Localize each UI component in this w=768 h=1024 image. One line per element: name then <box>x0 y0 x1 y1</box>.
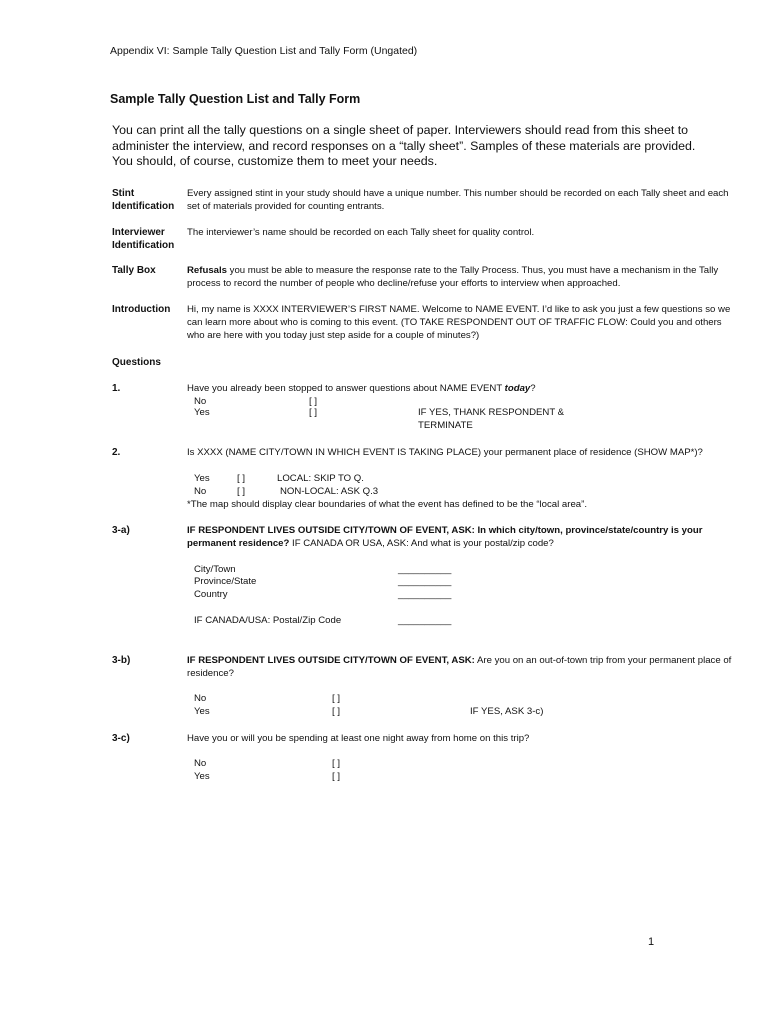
q1-checkbox-no[interactable]: [ ] <box>309 396 317 407</box>
interviewer-text <box>187 226 727 239</box>
interviewer-text-line: The interviewer’s name should be recorded on each Tally sheet for quality control. <box>187 227 535 238</box>
stint-label-line: Stint <box>112 188 135 199</box>
q3a-number: 3-a) <box>112 525 130 536</box>
q3a-text-line: IF RESPONDENT LIVES OUTSIDE CITY/TOWN OF EVENT, ASK: In which city/town, province/state/country is your <box>187 525 703 536</box>
q3c-option-yes: Yes <box>194 771 210 782</box>
q3b-note: IF YES, ASK 3-c) <box>470 706 544 717</box>
q2-footnote: *The map should display clear boundaries of what the event has defined to be the “local area”. <box>187 499 587 510</box>
tally-box-line-rest: you must be able to measure the response rate to the Tally Process. Thus, you must have a mechanism in the Tally <box>227 265 719 276</box>
q2-text: Is XXXX (NAME CITY/TOWN IN WHICH EVENT IS TAKING PLACE) your permanent place of residence (SHOW MAP*)? <box>187 447 703 458</box>
refusals-term: Refusals <box>187 265 227 276</box>
q2-yes-note: LOCAL: SKIP TO Q. <box>277 473 364 484</box>
q3c-text: Have you or will you be spending at least one night away from home on this trip? <box>187 733 530 744</box>
page-number: 1 <box>648 936 655 948</box>
introduction-line: can learn more about who is coming to this event. (TO TAKE RESPONDENT OUT OF TRAFFIC FLOW: Could you and others <box>187 317 722 328</box>
introduction-label: Introduction <box>112 304 171 315</box>
q1-text-post: ? <box>530 383 536 394</box>
q1-text-pre: Have you already been stopped to answer questions about NAME EVENT <box>187 383 505 394</box>
stint-text <box>187 187 727 213</box>
q3b-option-no: No <box>194 693 207 704</box>
interviewer-label <box>112 226 174 252</box>
q1-option-yes: Yes <box>194 407 210 418</box>
q3b-number: 3-b) <box>112 655 131 666</box>
introduction-line: who are here with you today just step aside for a couple of minutes?) <box>187 330 480 341</box>
stint-label <box>112 187 174 213</box>
q3b-text-line: residence? <box>187 668 234 679</box>
stint-text-line: set of materials provided for counting entrants. <box>187 201 385 212</box>
q3c-number: 3-c) <box>112 733 130 744</box>
interviewer-label-line: Identification <box>112 240 175 251</box>
q3a-bold-phrase: permanent residence? <box>187 538 290 549</box>
q2-checkbox-yes[interactable]: [ ] <box>237 473 245 484</box>
page-header: Appendix VI: Sample Tally Question List and Tally Form (Ungated) <box>110 45 418 57</box>
q3c-checkbox-yes[interactable]: [ ] <box>332 771 340 782</box>
q3b-text-rest: Are you on an out-of-town trip from your permanent place of <box>474 655 732 666</box>
intro-paragraph <box>112 123 696 170</box>
tally-box-text <box>187 264 727 290</box>
field-blank-country[interactable]: __________ <box>398 589 452 600</box>
q2-checkbox-no[interactable]: [ ] <box>237 486 245 497</box>
stint-text-line: Every assigned stint in your study should have a unique number. This number should be recorded on each Tally sheet and each <box>187 188 729 199</box>
q3b-bold-phrase: IF RESPONDENT LIVES OUTSIDE CITY/TOWN OF EVENT, ASK: <box>187 655 475 666</box>
q1-text <box>187 382 536 395</box>
q2-option-yes: Yes <box>194 473 210 484</box>
field-label-province: Province/State <box>194 576 257 587</box>
q3a-text-rest: IF CANADA OR USA, ASK: And what is your postal/zip code? <box>289 538 554 549</box>
q3c-checkbox-no[interactable]: [ ] <box>332 758 340 769</box>
tally-box-label: Tally Box <box>112 265 156 276</box>
field-blank-postal[interactable]: __________ <box>398 615 452 626</box>
interviewer-label-line: Interviewer <box>112 227 165 238</box>
tally-box-line <box>187 264 727 277</box>
q3b-checkbox-no[interactable]: [ ] <box>332 693 340 704</box>
q1-option-no: No <box>194 396 207 407</box>
q2-no-note: NON-LOCAL: ASK Q.3 <box>280 486 379 497</box>
introduction-line: Hi, my name is XXXX INTERVIEWER’S FIRST NAME. Welcome to NAME EVENT. I’d like to ask you just a few questions so we <box>187 304 731 315</box>
field-label-postal: IF CANADA/USA: Postal/Zip Code <box>194 615 342 626</box>
intro-line: You should, of course, customize them to meet your needs. <box>112 154 438 168</box>
intro-line: You can print all the tally questions on a single sheet of paper. Interviewers should read from this sheet to <box>112 123 689 137</box>
q2-number: 2. <box>112 447 121 458</box>
questions-heading: Questions <box>112 357 161 368</box>
q1-checkbox-yes[interactable]: [ ] <box>309 407 317 418</box>
q3b-text-line <box>187 654 731 667</box>
q3b-option-yes: Yes <box>194 706 210 717</box>
introduction-text <box>187 303 731 342</box>
field-blank-province[interactable]: __________ <box>398 576 452 587</box>
field-label-country: Country <box>194 589 228 600</box>
q1-note: TERMINATE <box>418 420 473 431</box>
q1-number: 1. <box>112 383 121 394</box>
q1-note: IF YES, THANK RESPONDENT & <box>418 407 565 418</box>
q3b-checkbox-yes[interactable]: [ ] <box>332 706 340 717</box>
q3c-option-no: No <box>194 758 207 769</box>
page-title: Sample Tally Question List and Tally Form <box>110 92 361 106</box>
q3a-text-line <box>187 537 554 550</box>
field-blank-city[interactable]: __________ <box>398 564 452 575</box>
tally-box-line: process to record the number of people who decline/refuse your efforts to interview when approached. <box>187 278 621 289</box>
q1-text-emphasis: today <box>504 383 531 394</box>
stint-label-line: Identification <box>112 201 175 212</box>
field-label-city: City/Town <box>194 564 236 575</box>
intro-line: administer the interview, and record responses on a “tally sheet”. Samples of these materials are provided. <box>112 138 696 153</box>
q2-option-no: No <box>194 486 207 497</box>
